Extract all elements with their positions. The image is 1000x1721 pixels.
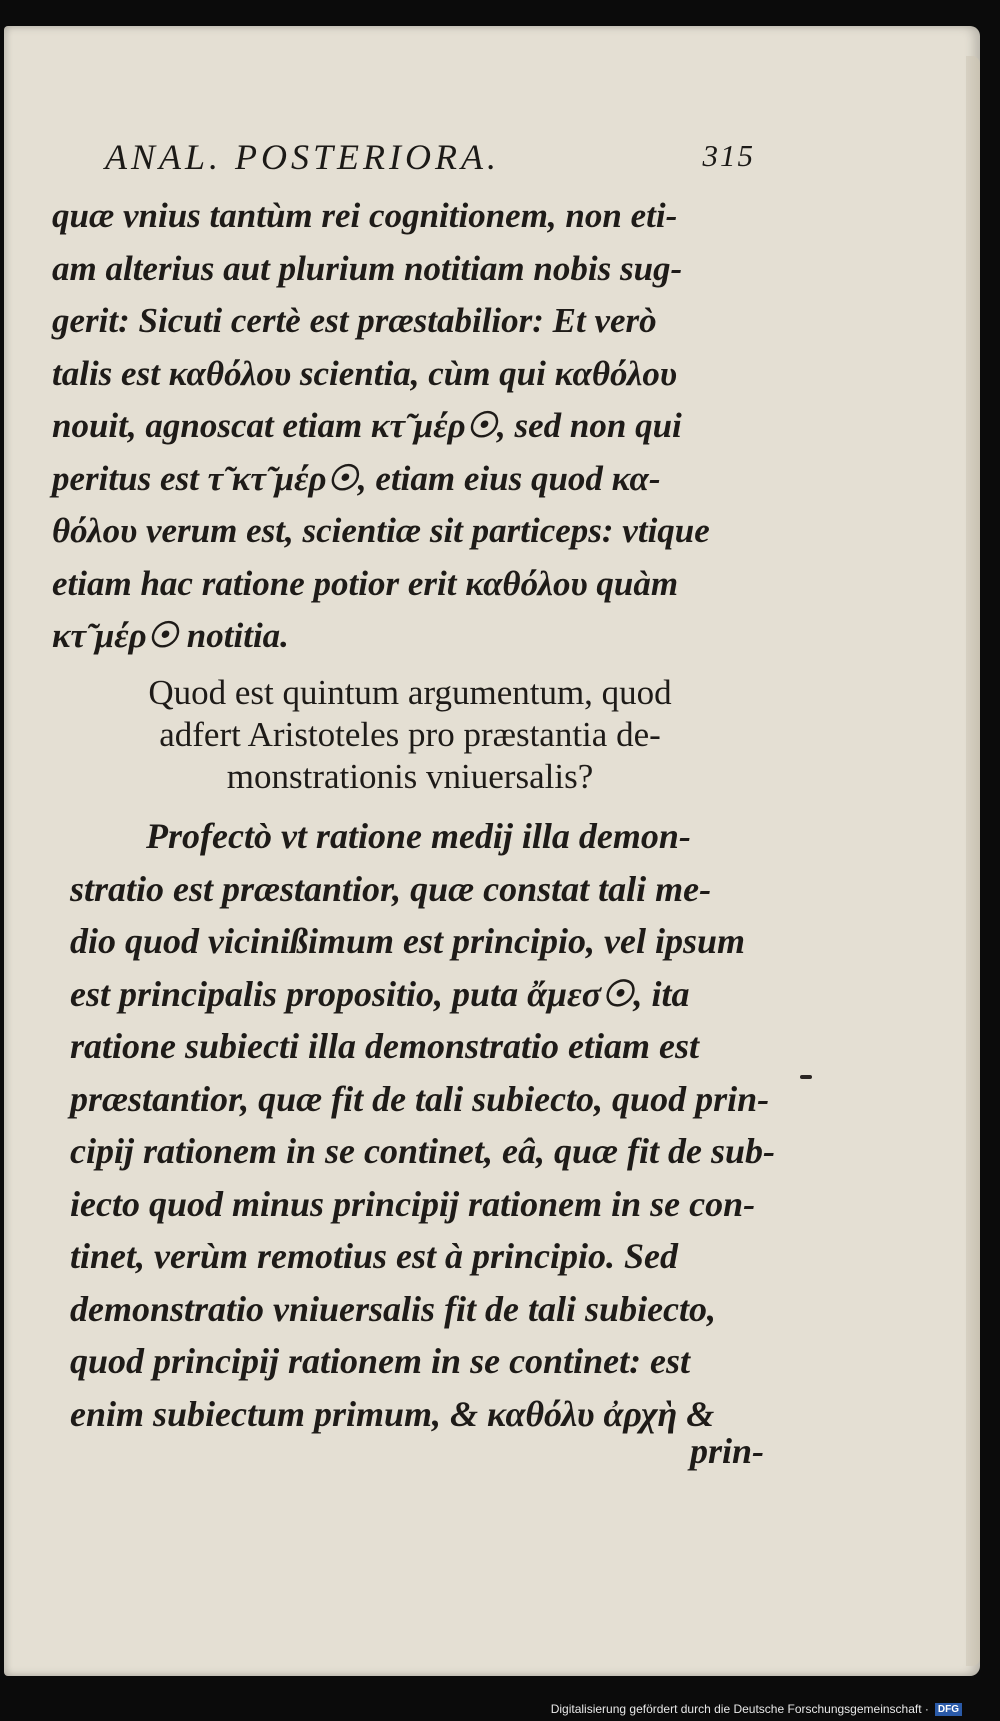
- text-line: tinet, verùm remotius est à principio. Sed: [70, 1236, 679, 1276]
- text-line: dio quod vicinißimum est principio, vel ipsum: [70, 921, 746, 961]
- paragraph-1: [52, 190, 772, 663]
- page-edge: [966, 56, 980, 1666]
- credit-text: Digitalisierung gefördert durch die Deutsche Forschungsgemeinschaft ·: [550, 1702, 929, 1716]
- heading-line: adfert Aristoteles pro præstantia de-: [159, 715, 661, 754]
- text-line: am alterius aut plurium notitiam nobis sug-: [52, 248, 683, 288]
- text-line: gerit: Sicuti certè est præstabilior: Et verò: [52, 301, 657, 340]
- running-title: ANAL. POSTERIORA.: [105, 137, 500, 177]
- text-line: est principalis propositio, puta ἄμεσ☉, ita: [70, 973, 690, 1014]
- page-number: 315: [702, 138, 755, 173]
- text-line: quæ vnius tantùm rei cognitionem, non eti-: [52, 196, 678, 235]
- text-line: cipij rationem in se continet, eâ, quæ fit de sub-: [70, 1131, 776, 1171]
- ink-mark: [800, 1075, 812, 1079]
- text-line: κτ̃ μέρ☉ notitia.: [52, 616, 289, 655]
- text-line: demonstratio vniuersalis fit de tali subiecto,: [70, 1288, 717, 1329]
- text-line: etiam hac ratione potior erit καθόλου quàm: [52, 563, 679, 603]
- text-line: enim subiectum primum, & καθόλυ ἀρχὴ &: [70, 1393, 715, 1434]
- text-line: iecto quod minus principij rationem in se con-: [70, 1183, 756, 1224]
- dfg-logo: DFG: [935, 1703, 962, 1716]
- catchword: prin-: [690, 1431, 765, 1471]
- text-line: nouit, agnoscat etiam κτ̃ μέρ☉, sed non qui: [52, 406, 682, 445]
- paragraph-2: [70, 810, 790, 1440]
- running-header: [105, 136, 755, 176]
- heading-line: Quod est quintum argumentum, quod: [148, 673, 672, 712]
- text-line: ratione subiecti illa demonstratio etiam est: [70, 1026, 700, 1066]
- text-line: θόλου verum est, scientiæ sit particeps: vtique: [52, 511, 710, 550]
- text-line: Profectò vt ratione medij illa demon-: [146, 816, 691, 856]
- text-line: præstantior, quæ fit de tali subiecto, quod prin-: [70, 1078, 770, 1119]
- text-line: quod principij rationem in se continet: est: [70, 1341, 691, 1381]
- section-heading: [60, 672, 760, 798]
- text-line: peritus est τ̃ κτ̃ μέρ☉, etiam eius quod κα-: [52, 458, 661, 498]
- text-line: talis est καθόλου scientia, cùm qui καθόλου: [52, 353, 678, 393]
- text-line: stratio est præstantior, quæ constat tali me-: [70, 868, 712, 909]
- heading-line: monstrationis vniuersalis?: [226, 757, 594, 796]
- digitization-credit: [551, 1701, 962, 1718]
